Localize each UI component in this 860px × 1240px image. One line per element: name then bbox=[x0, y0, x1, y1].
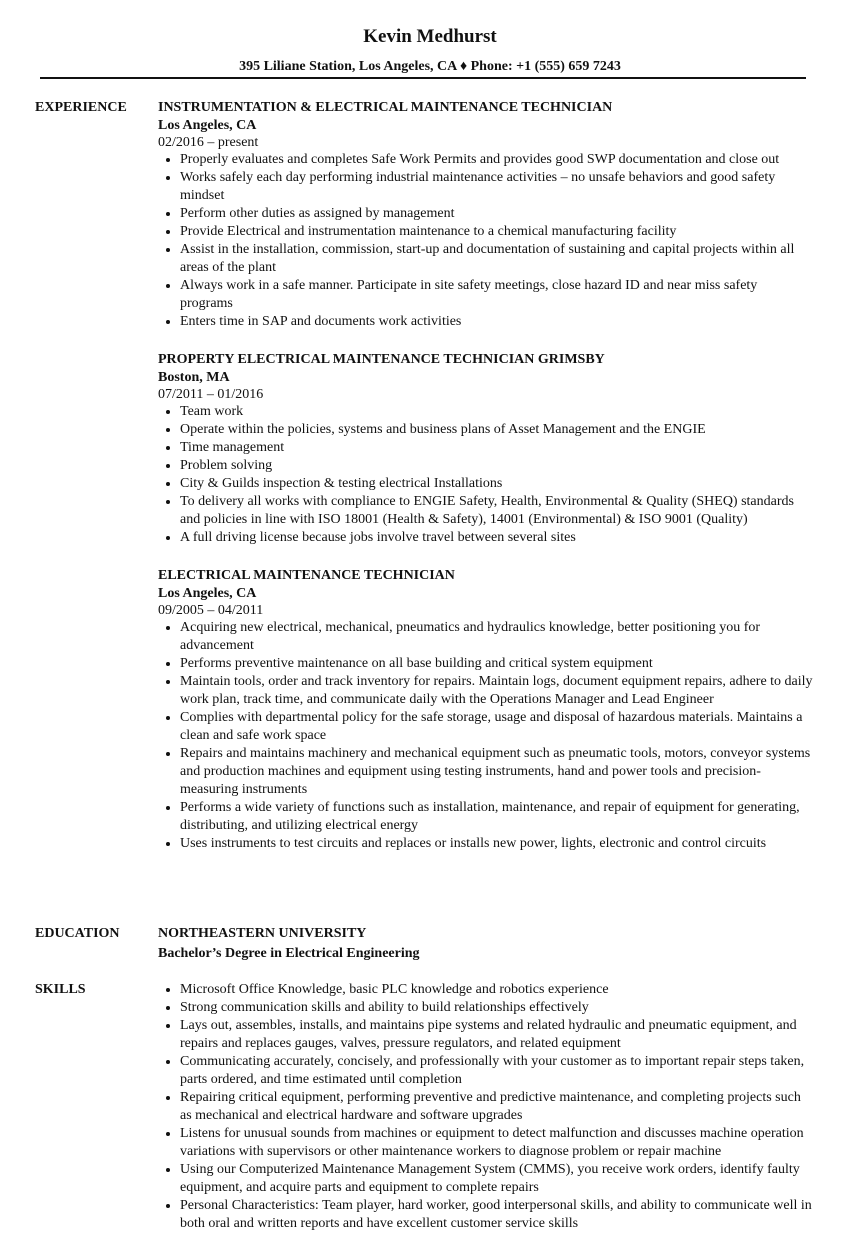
bullet-item: Problem solving bbox=[180, 457, 813, 475]
degree-name: Bachelor’s Degree in Electrical Engineering bbox=[158, 946, 420, 961]
bullet-item: Team work bbox=[180, 403, 813, 421]
job-entry bbox=[158, 99, 813, 331]
bullet-item: To delivery all works with compliance to ENGIE Safety, Health, Environmental & Quality (SHEQ) standards and policies in line with ISO 18001 (Health & Safety), 14001 (Environmental) & ISO 9001 (Quality) bbox=[180, 493, 813, 529]
bullet-item: Perform other duties as assigned by management bbox=[180, 205, 813, 223]
job-bullets bbox=[158, 403, 813, 547]
bullet-item: Acquiring new electrical, mechanical, pneumatics and hydraulics knowledge, better positioning you for advancement bbox=[180, 619, 813, 655]
skill-item: Using our Computerized Maintenance Management System (CMMS), you receive work orders, identify faulty equipment, and acquire parts and equipment to complete repairs bbox=[180, 1161, 813, 1197]
skill-item: Listens for unusual sounds from machines or equipment to detect malfunction and discusses machine operation variations with supervisors or other maintenance workers to diagnose problem or repair machine bbox=[180, 1125, 813, 1161]
header-divider bbox=[40, 77, 806, 79]
section-label-skills: SKILLS bbox=[35, 982, 86, 997]
contact-line: 395 Liliane Station, Los Angeles, CA ♦ Phone: +1 (555) 659 7243 bbox=[239, 59, 621, 74]
bullet-item: Uses instruments to test circuits and replaces or installs new power, lights, electronic and control circuits bbox=[180, 835, 813, 853]
bullet-item: City & Guilds inspection & testing electrical Installations bbox=[180, 475, 813, 493]
bullet-item: Assist in the installation, commission, start-up and documentation of sustaining and capital projects within all areas of the plant bbox=[180, 241, 813, 277]
bullet-item: Enters time in SAP and documents work activities bbox=[180, 313, 813, 331]
bullet-item: Always work in a safe manner. Participate in site safety meetings, close hazard ID and near miss safety programs bbox=[180, 277, 813, 313]
bullet-item: Performs preventive maintenance on all base building and critical system equipment bbox=[180, 655, 813, 673]
experience-body bbox=[158, 99, 813, 873]
skill-item: Repairing critical equipment, performing preventive and predictive maintenance, and completing projects such as mechanical and electrical hardware and software upgrades bbox=[180, 1089, 813, 1125]
job-entry bbox=[158, 351, 813, 547]
skill-item: Lays out, assembles, installs, and maintains pipe systems and related hydraulic and pneumatic equipment, and repairs and replaces gauges, valves, pressure regulators, and related equipment bbox=[180, 1017, 813, 1053]
bullet-item: Complies with departmental policy for the safe storage, usage and disposal of hazardous materials. Maintains a clean and safe work space bbox=[180, 709, 813, 745]
skill-item: Personal Characteristics: Team player, hard worker, good interpersonal skills, and ability to communicate well in both oral and written reports and have excellent customer service skills bbox=[180, 1198, 812, 1231]
job-dates: 09/2005 – 04/2011 bbox=[158, 603, 264, 618]
bullet-item: Works safely each day performing industrial maintenance activities – no unsafe behaviors and good safety mindset bbox=[180, 169, 813, 205]
bullet-item: A full driving license because jobs involve travel between several sites bbox=[180, 529, 813, 547]
job-entry bbox=[158, 567, 813, 853]
education-body bbox=[158, 925, 813, 963]
bullet-item: Repairs and maintains machinery and mechanical equipment such as pneumatic tools, motors, conveyor systems and production machines and equipment using testing instruments, hand and power tools and precision-measuring instruments bbox=[180, 745, 813, 799]
school-name: NORTHEASTERN UNIVERSITY bbox=[158, 926, 367, 941]
job-title: PROPERTY ELECTRICAL MAINTENANCE TECHNICIAN GRIMSBY bbox=[158, 352, 605, 367]
job-location: Los Angeles, CA bbox=[158, 118, 257, 133]
skill-item: Communicating accurately, concisely, and professionally with your customer as to important repair steps taken, parts ordered, and time estimated until completion bbox=[180, 1053, 813, 1089]
job-location: Los Angeles, CA bbox=[158, 586, 257, 601]
skill-item: Microsoft Office Knowledge, basic PLC knowledge and robotics experience bbox=[180, 981, 813, 999]
section-label-education: EDUCATION bbox=[35, 926, 120, 941]
job-dates: 07/2011 – 01/2016 bbox=[158, 387, 264, 402]
job-title: ELECTRICAL MAINTENANCE TECHNICIAN bbox=[158, 568, 455, 583]
job-bullets bbox=[158, 619, 813, 853]
job-location: Boston, MA bbox=[158, 370, 230, 385]
bullet-item: Time management bbox=[180, 439, 813, 457]
skill-item: Strong communication skills and ability to build relationships effectively bbox=[180, 999, 813, 1017]
bullet-item: Provide Electrical and instrumentation maintenance to a chemical manufacturing facility bbox=[180, 223, 813, 241]
resume-header bbox=[0, 0, 860, 76]
candidate-name: Kevin Medhurst bbox=[363, 26, 497, 47]
skills-bullets bbox=[158, 981, 813, 1233]
bullet-item: Performs a wide variety of functions such as installation, maintenance, and repair of equipment for generating, distributing, and utilizing electrical energy bbox=[180, 799, 813, 835]
bullet-item: Properly evaluates and completes Safe Work Permits and provides good SWP documentation and close out bbox=[180, 151, 813, 169]
job-title: INSTRUMENTATION & ELECTRICAL MAINTENANCE TECHNICIAN bbox=[158, 100, 613, 115]
skills-body bbox=[158, 981, 813, 1233]
section-label-experience: EXPERIENCE bbox=[35, 100, 127, 115]
bullet-item: Maintain tools, order and track inventory for repairs. Maintain logs, document equipment repairs, adhere to daily work plan, track time, and communicate daily with the Operations Manager and Lead Engineer bbox=[180, 674, 813, 707]
job-dates: 02/2016 – present bbox=[158, 135, 259, 150]
job-bullets bbox=[158, 151, 813, 331]
bullet-item: Operate within the policies, systems and business plans of Asset Management and the ENGIE bbox=[180, 421, 813, 439]
